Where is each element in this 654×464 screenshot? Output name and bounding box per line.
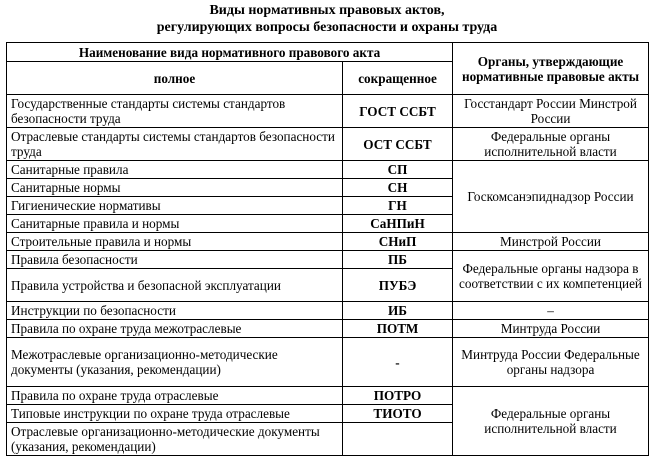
abbreviation-cell: -	[343, 338, 453, 387]
title-line-2: регулирующих вопросы безопасности и охраны труда	[156, 20, 498, 35]
full-name-cell: Санитарные правила	[7, 161, 343, 179]
header-approving-bodies: Органы, утверждающие нормативные правовые акты	[453, 43, 649, 95]
table-row	[7, 161, 649, 179]
abbreviation-cell: ПОТРО	[343, 387, 453, 405]
abbreviation-cell: СН	[343, 179, 453, 197]
full-name-cell: Инструкции по безопасности	[7, 302, 343, 320]
abbreviation-cell: ПОТМ	[343, 320, 453, 338]
full-name-cell: Отраслевые стандарты системы стандартов безопасности труда	[7, 128, 343, 161]
full-name-cell: Типовые инструкции по охране труда отраслевые	[7, 405, 343, 423]
header-short-name: сокращенное	[343, 62, 453, 95]
approving-body-cell: Минтруда России	[453, 320, 649, 338]
abbreviation-cell: ТИОТО	[343, 405, 453, 423]
header-full-name: полное	[7, 62, 343, 95]
approving-body-cell: –	[453, 302, 649, 320]
abbreviation-cell: СНиП	[343, 233, 453, 251]
header-act-type: Наименование вида нормативного правового акта	[7, 43, 453, 62]
table-row	[7, 387, 649, 405]
abbreviation-cell: ОСТ ССБТ	[343, 128, 453, 161]
abbreviation-cell: СП	[343, 161, 453, 179]
full-name-cell: Межотраслевые организационно-методические документы (указания, рекомендации)	[7, 338, 343, 387]
table-row	[7, 128, 649, 161]
abbreviation-cell: ПБ	[343, 251, 453, 269]
table-row	[7, 338, 649, 387]
table-row	[7, 95, 649, 128]
document-title	[0, 2, 654, 36]
abbreviation-cell: ИБ	[343, 302, 453, 320]
table-row	[7, 233, 649, 251]
approving-body-cell: Федеральные органы надзора в соответствии с их компетенцией	[453, 251, 649, 302]
abbreviation-cell	[343, 423, 453, 456]
abbreviation-cell: СаНПиН	[343, 215, 453, 233]
full-name-cell: Гигиенические нормативы	[7, 197, 343, 215]
full-name-cell: Санитарные нормы	[7, 179, 343, 197]
regulations-table	[6, 42, 649, 456]
approving-body-cell: Госстандарт России Минстрой России	[453, 95, 649, 128]
approving-body-cell: Минтруда России Федеральные органы надзора	[453, 338, 649, 387]
full-name-cell: Правила устройства и безопасной эксплуатации	[7, 269, 343, 302]
abbreviation-cell: ГОСТ ССБТ	[343, 95, 453, 128]
table-row	[7, 251, 649, 269]
approving-body-cell: Госкомсанэпиднадзор России	[453, 161, 649, 233]
full-name-cell: Правила по охране труда отраслевые	[7, 387, 343, 405]
approving-body-cell: Федеральные органы исполнительной власти	[453, 128, 649, 161]
table-row	[7, 302, 649, 320]
full-name-cell: Государственные стандарты системы стандартов безопасности труда	[7, 95, 343, 128]
table-row	[7, 320, 649, 338]
full-name-cell: Правила безопасности	[7, 251, 343, 269]
full-name-cell: Строительные правила и нормы	[7, 233, 343, 251]
abbreviation-cell: ГН	[343, 197, 453, 215]
full-name-cell: Санитарные правила и нормы	[7, 215, 343, 233]
approving-body-cell: Федеральные органы исполнительной власти	[453, 387, 649, 456]
full-name-cell: Отраслевые организационно-методические документы (указания, рекомендации)	[7, 423, 343, 456]
title-line-1: Виды нормативных правовых актов,	[209, 3, 445, 18]
abbreviation-cell: ПУБЭ	[343, 269, 453, 302]
full-name-cell: Правила по охране труда межотраслевые	[7, 320, 343, 338]
approving-body-cell: Минстрой России	[453, 233, 649, 251]
